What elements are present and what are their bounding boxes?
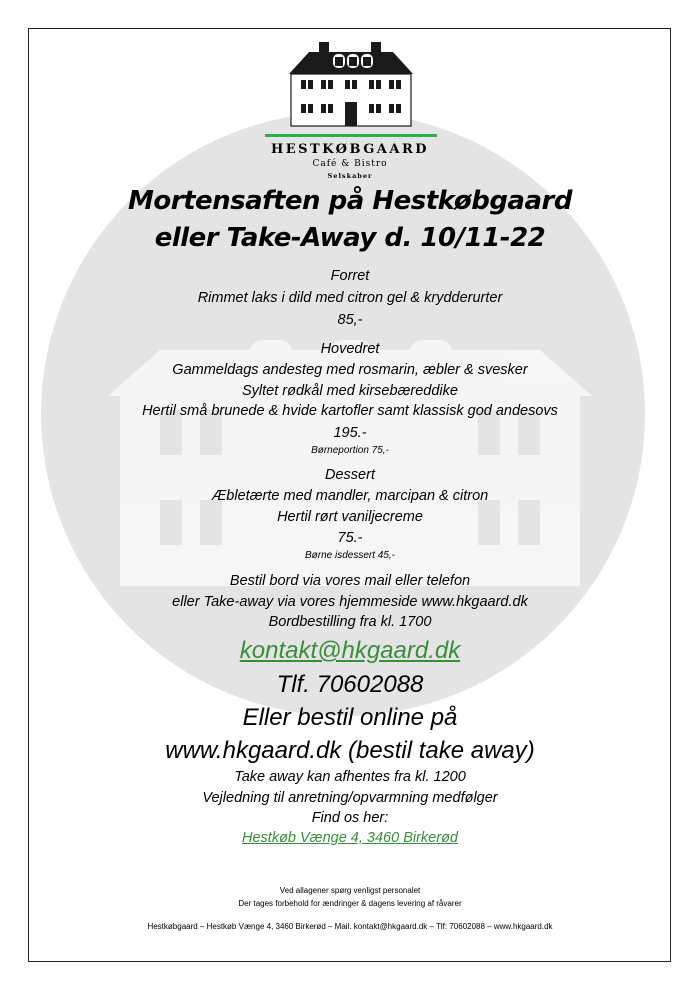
page-title-line-1: Mortensaften på Hestkøbgaard bbox=[128, 186, 572, 216]
footer-contact: Hestkøbgaard – Hestkøb Vænge 4, 3460 Birkerød – Mail. kontakt@hkgaard.dk – Tlf: 70602088 – www.hkgaard.dk bbox=[147, 922, 553, 931]
booking-line-1: Bestil bord via vores mail eller telefon bbox=[229, 573, 471, 589]
address-link[interactable]: Hestkøb Vænge 4, 3460 Birkerød bbox=[242, 830, 458, 846]
main-dish-line-1: Gammeldags andesteg med rosmarin, æbler & svesker bbox=[172, 362, 528, 378]
page-title-line-2: eller Take-Away d. 10/11-22 bbox=[154, 223, 546, 253]
allergy-note: Ved allagener spørg venligst personalet bbox=[279, 886, 421, 895]
starter-heading: Forret bbox=[330, 268, 370, 284]
find-us-label: Find os her: bbox=[311, 810, 389, 826]
takeaway-instructions: Vejledning til anretning/opvarmning medfølger bbox=[202, 790, 498, 806]
main-dish-line-3: Hertil små brunede & hvide kartofler samt klassisk god andesovs bbox=[142, 403, 558, 419]
booking-line-2: eller Take-away via vores hjemmeside www.hkgaard.dk bbox=[172, 594, 528, 610]
starter-price: 85,- bbox=[337, 312, 363, 328]
main-price: 195.- bbox=[333, 425, 367, 441]
dessert-price: 75.- bbox=[337, 530, 363, 546]
main-child-portion: Børneportion 75,- bbox=[311, 445, 389, 456]
starter-dish: Rimmet laks i dild med citron gel & krydderurter bbox=[197, 290, 503, 306]
main-heading: Hovedret bbox=[320, 341, 380, 357]
dessert-child: Børne isdessert 45,- bbox=[304, 550, 396, 561]
main-dish-line-2: Syltet rødkål med kirsebæreddike bbox=[242, 383, 458, 399]
online-order-line-2: www.hkgaard.dk (bestil take away) bbox=[165, 737, 535, 764]
brand-subtitle-2: Selskaber bbox=[327, 172, 373, 180]
email-link[interactable]: kontakt@hkgaard.dk bbox=[239, 637, 461, 664]
brand-name: HESTKØBGAARD bbox=[270, 142, 430, 157]
dessert-line-1: Æbletærte med mandler, marcipan & citron bbox=[211, 488, 489, 504]
phone-number: Tlf. 70602088 bbox=[276, 671, 424, 698]
dessert-heading: Dessert bbox=[325, 467, 375, 483]
disclaimer-note: Der tages forbehold for ændringer & dagens levering af råvarer bbox=[238, 899, 462, 908]
online-order-line-1: Eller bestil online på bbox=[242, 704, 458, 731]
booking-line-3: Bordbestilling fra kl. 1700 bbox=[268, 614, 432, 630]
brand-subtitle: Café & Bistro bbox=[312, 159, 388, 169]
takeaway-pickup: Take away kan afhentes fra kl. 1200 bbox=[234, 769, 466, 785]
dessert-line-2: Hertil rørt vaniljecreme bbox=[277, 509, 423, 525]
